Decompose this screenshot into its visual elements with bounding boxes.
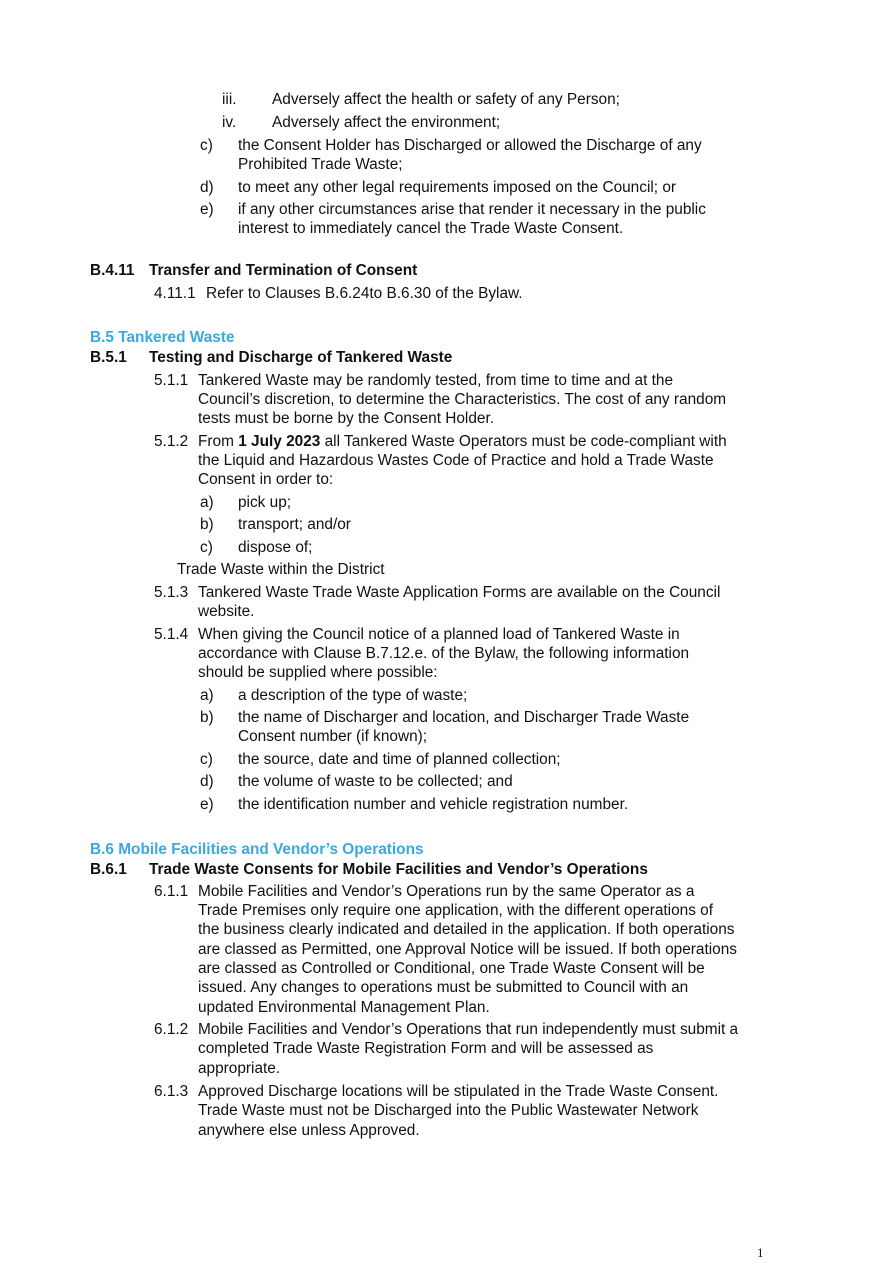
clause-line: issued. Any changes to operations must be submitted to Council with an <box>198 979 689 996</box>
list-item-line: Prohibited Trade Waste; <box>238 156 403 173</box>
list-item-line: the source, date and time of planned collection; <box>238 751 561 768</box>
list-item-line: if any other circumstances arise that render it necessary in the public <box>238 201 706 218</box>
clause-line: accordance with Clause B.7.12.e. of the Bylaw, the following information <box>198 645 690 662</box>
clause-line: When giving the Council notice of a planned load of Tankered Waste in <box>198 626 680 643</box>
list-letter: a) <box>200 494 214 511</box>
clause-number: 5.1.3 <box>154 584 189 601</box>
list-item-line: the Consent Holder has Discharged or allowed the Discharge of any <box>238 137 702 154</box>
list-item-text: Adversely affect the health or safety of any Person; <box>272 91 620 108</box>
list-number: iv. <box>222 114 237 131</box>
subsection-number: B.5.1 <box>90 349 127 366</box>
clause-line: Tankered Waste may be randomly tested, from time to time and at the <box>198 372 674 389</box>
list-number: iii. <box>222 91 237 108</box>
list-item-line: a description of the type of waste; <box>238 687 468 704</box>
subsection-title: Testing and Discharge of Tankered Waste <box>149 349 453 366</box>
list-letter: c) <box>200 539 213 556</box>
list-item-line: the volume of waste to be collected; and <box>238 773 513 790</box>
date-emphasis: 1 July 2023 <box>238 433 321 450</box>
clause-tail: Trade Waste within the District <box>177 561 385 578</box>
list-item-line: Consent number (if known); <box>238 728 428 745</box>
section-heading: B.5 Tankered Waste <box>90 329 235 346</box>
clause-number: 6.1.2 <box>154 1021 189 1038</box>
clause-line: Consent in order to: <box>198 471 334 488</box>
clause-line: Trade Waste must not be Discharged into the Public Wastewater Network <box>198 1102 699 1119</box>
clause-line: the business clearly indicated and detailed in the application. If both operations <box>198 921 735 938</box>
clause-number: 6.1.3 <box>154 1083 189 1100</box>
clause-line: the Liquid and Hazardous Wastes Code of Practice and hold a Trade Waste <box>198 452 714 469</box>
clause-number: 6.1.1 <box>154 883 189 900</box>
list-letter: b) <box>200 516 214 533</box>
clause-text: Refer to Clauses B.6.24to B.6.30 of the Bylaw. <box>206 285 523 302</box>
list-letter: c) <box>200 137 213 154</box>
list-item-text: pick up; <box>238 494 292 511</box>
clause-line: Mobile Facilities and Vendor’s Operations that run independently must submit a <box>198 1021 739 1038</box>
section-title: Transfer and Termination of Consent <box>149 262 418 279</box>
clause-line: website. <box>198 603 255 620</box>
clause-line: Mobile Facilities and Vendor’s Operations run by the same Operator as a <box>198 883 695 900</box>
list-letter: e) <box>200 796 214 813</box>
clause-line: completed Trade Waste Registration Form and will be assessed as <box>198 1040 654 1057</box>
list-item-text: dispose of; <box>238 539 313 556</box>
clause-line: updated Environmental Management Plan. <box>198 999 490 1016</box>
clause-line: anywhere else unless Approved. <box>198 1122 420 1139</box>
clause-number: 5.1.4 <box>154 626 189 643</box>
clause-text: all Tankered Waste Operators must be code-compliant with <box>320 433 727 450</box>
list-item-text: Adversely affect the environment; <box>272 114 501 131</box>
list-item-line: to meet any other legal requirements imposed on the Council; or <box>238 179 677 196</box>
clause-line: tests must be borne by the Consent Holder. <box>198 410 495 427</box>
clause-line: appropriate. <box>198 1060 281 1077</box>
clause-line: Trade Premises only require one application, with the different operations of <box>198 902 714 919</box>
subsection-title: Trade Waste Consents for Mobile Facilities and Vendor’s Operations <box>149 861 648 878</box>
list-letter: b) <box>200 709 214 726</box>
list-letter: d) <box>200 773 214 790</box>
section-heading: B.6 Mobile Facilities and Vendor’s Operations <box>90 841 424 858</box>
clause-line <box>198 432 727 452</box>
clause-line: should be supplied where possible: <box>198 664 438 681</box>
list-item-line: interest to immediately cancel the Trade Waste Consent. <box>238 220 624 237</box>
list-letter: e) <box>200 201 214 218</box>
list-item-line: the identification number and vehicle registration number. <box>238 796 629 813</box>
section-number: B.4.11 <box>90 262 135 279</box>
clause-line: are classed as Controlled or Conditional, one Trade Waste Consent will be <box>198 960 705 977</box>
clause-text: From <box>198 433 239 450</box>
clause-line: Approved Discharge locations will be stipulated in the Trade Waste Consent. <box>198 1083 719 1100</box>
list-letter: c) <box>200 751 213 768</box>
clause-number: 4.11.1 <box>154 285 196 302</box>
list-item-line: the name of Discharger and location, and Discharger Trade Waste <box>238 709 690 726</box>
clause-line: Council’s discretion, to determine the Characteristics. The cost of any random <box>198 391 727 408</box>
list-letter: d) <box>200 179 214 196</box>
clause-number: 5.1.2 <box>154 433 189 450</box>
clause-number: 5.1.1 <box>154 372 189 389</box>
clause-line: Tankered Waste Trade Waste Application Forms are available on the Council <box>198 584 721 601</box>
subsection-number: B.6.1 <box>90 861 127 878</box>
list-letter: a) <box>200 687 214 704</box>
list-item-text: transport; and/or <box>238 516 351 533</box>
clause-line: are classed as Permitted, one Approval Notice will be issued. If both operations <box>198 941 737 958</box>
page-number: 1 <box>757 1245 764 1260</box>
